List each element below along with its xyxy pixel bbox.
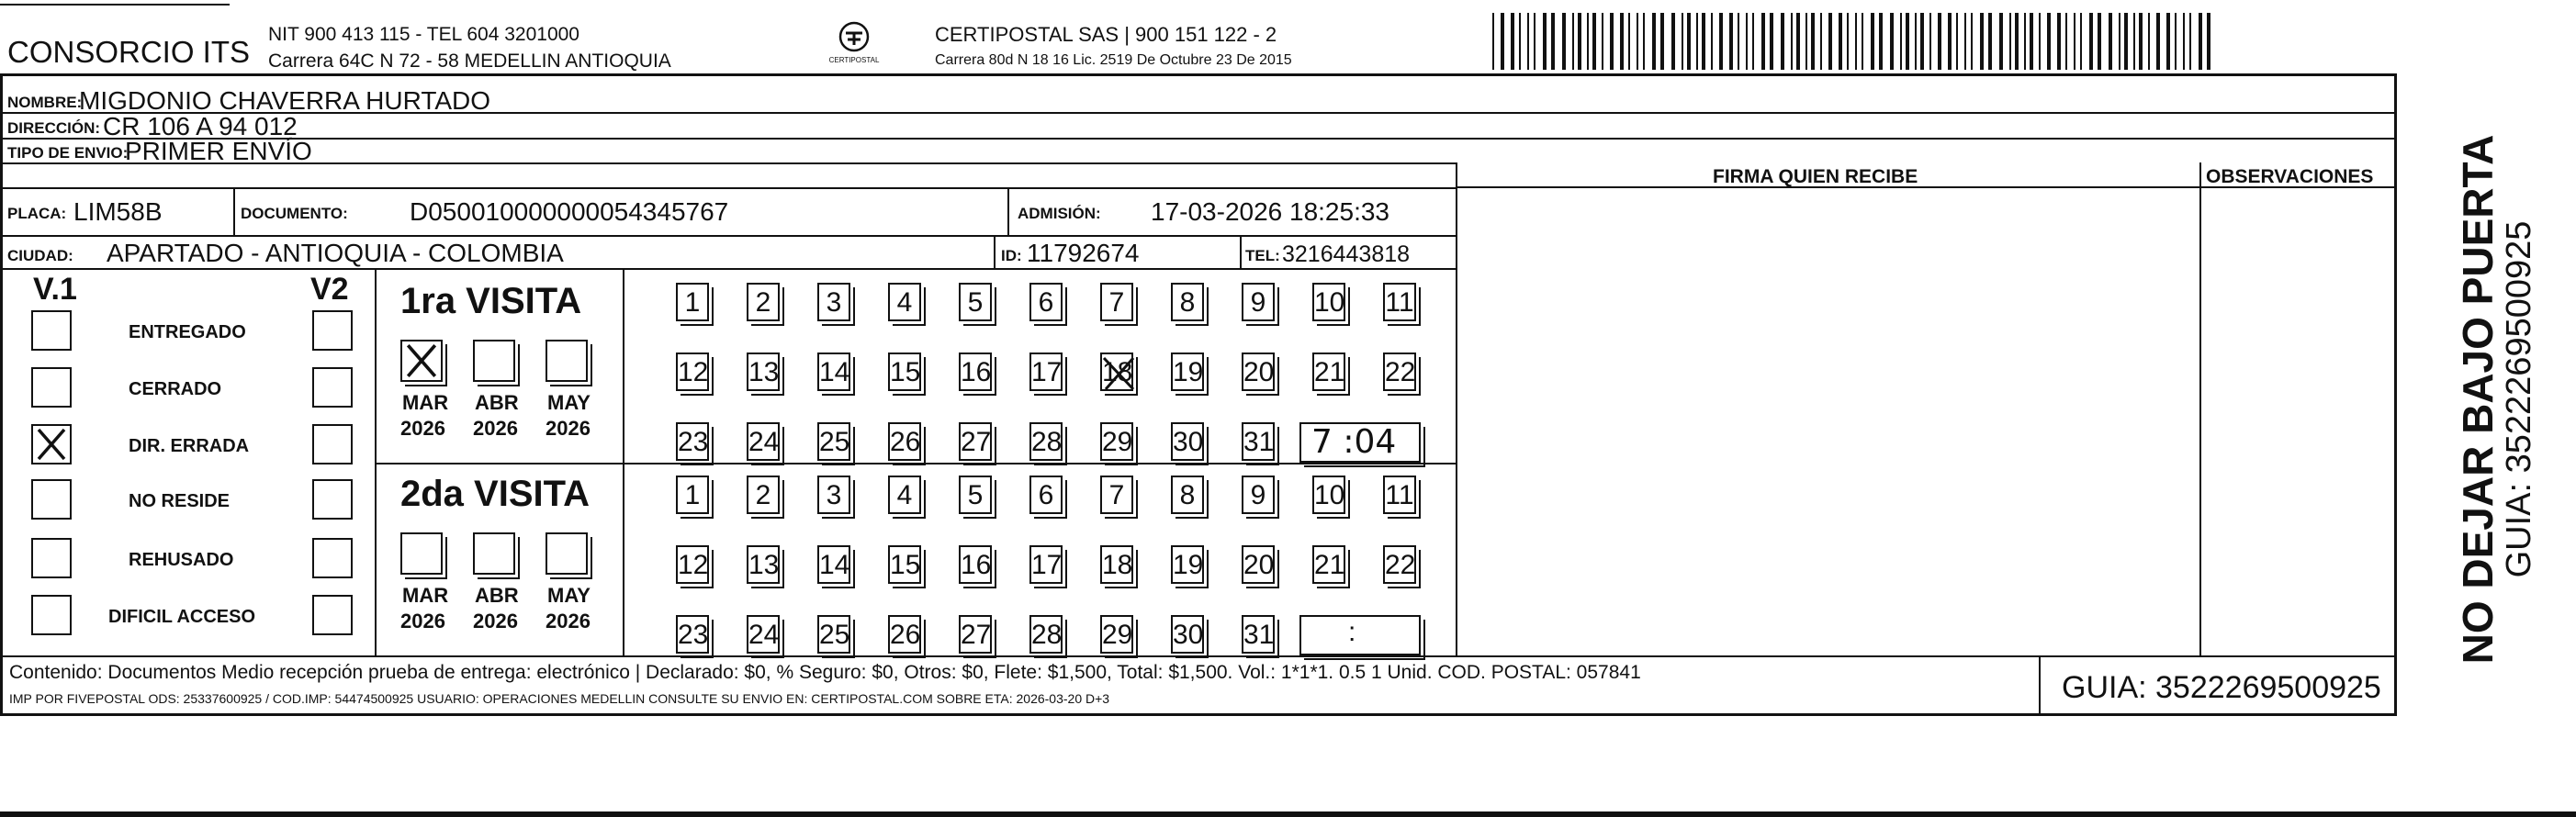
documento-label: DOCUMENTO:	[241, 205, 348, 222]
day-box[interactable]: 31	[1242, 422, 1275, 461]
visit2-title: 2da VISITA	[400, 474, 590, 514]
v2-checkbox[interactable]	[312, 595, 353, 635]
status-label: ENTREGADO	[129, 322, 246, 342]
direccion-value: CR 106 A 94 012	[103, 112, 298, 140]
col-rule	[375, 268, 377, 655]
time-value: :	[1348, 617, 1356, 647]
day-box[interactable]: 6	[1029, 283, 1063, 321]
day-box[interactable]: 13	[747, 353, 780, 391]
status-label: DIR. ERRADA	[129, 436, 250, 456]
day-box[interactable]: 12	[676, 545, 709, 584]
day-box[interactable]: 29	[1100, 615, 1133, 654]
day-box[interactable]: 1	[676, 283, 709, 321]
tel-value: 3216443818	[1282, 241, 1411, 267]
status-label: REHUSADO	[129, 550, 234, 570]
v2-checkbox[interactable]	[312, 479, 353, 520]
tel-label: TEL:	[1245, 247, 1280, 264]
day-box[interactable]: 11	[1383, 283, 1416, 321]
nombre-label: NOMBRE:	[7, 94, 83, 111]
ciudad-value: APARTADO - ANTIOQUIA - COLOMBIA	[107, 239, 564, 267]
day-box[interactable]: 7	[1100, 476, 1133, 514]
day-box[interactable]: 26	[888, 422, 921, 461]
id-label: ID:	[1001, 247, 1022, 264]
v2-label: V2	[310, 272, 349, 307]
status-label: CERRADO	[129, 379, 222, 399]
footer-imp: IMP POR FIVEPOSTAL ODS: 25337600925 / COD.IMP: 54474500925 USUARIO: OPERACIONES MEDELLIN CONSULTE SU ENVIO EN: CERTIPOSTAL.COM SOBRE ETA: 2026-03-20 D+3	[9, 691, 1110, 706]
visit1-title: 1ra VISITA	[400, 281, 582, 321]
day-box[interactable]: 15	[888, 353, 921, 391]
day-box[interactable]: 19	[1171, 545, 1204, 584]
v2-checkbox[interactable]	[312, 367, 353, 408]
v1-checkbox[interactable]	[31, 538, 72, 578]
courier-name: CERTIPOSTAL SAS | 900 151 122 - 2	[935, 23, 1277, 46]
day-box[interactable]: 9	[1242, 283, 1275, 321]
admision-label: ADMISIÓN:	[1018, 205, 1101, 222]
day-box[interactable]: 5	[959, 283, 992, 321]
documento-value: D050010000000054345767	[410, 197, 729, 226]
footer-content: Contenido: Documentos Medio recepción prueba de entrega: electrónico | Declarado: $0, % Seguro: $0, Otros: $0, Flete: $1,500, Total: $1,500. Vol.: 1*1*1. 0.5 1 Unid. COD. POSTAL: 057841	[9, 662, 1641, 683]
day-box[interactable]: 25	[817, 422, 850, 461]
day-box[interactable]: 2	[747, 283, 780, 321]
day-box[interactable]: 16	[959, 545, 992, 584]
v2-checkbox[interactable]	[312, 310, 353, 351]
row-rule	[0, 268, 1456, 270]
admision-value: 17-03-2026 18:25:33	[1151, 197, 1389, 226]
year-label: 2026	[473, 610, 518, 632]
day-box[interactable]: 21	[1312, 353, 1345, 391]
row-rule	[0, 235, 1456, 237]
day-box[interactable]: 23	[676, 422, 709, 461]
row-rule	[0, 138, 2397, 140]
nombre-value: MIGDONIO CHAVERRA HURTADO	[79, 86, 491, 115]
day-box[interactable]: 4	[888, 283, 921, 321]
day-box[interactable]: 8	[1171, 476, 1204, 514]
day-box[interactable]: 14	[817, 353, 850, 391]
col-rule	[623, 268, 624, 655]
month-label: MAR	[402, 584, 449, 607]
day-box[interactable]: 19	[1171, 353, 1204, 391]
day-box[interactable]: 17	[1029, 545, 1063, 584]
year-label: 2026	[546, 417, 591, 440]
month-box[interactable]	[400, 532, 443, 575]
v1-checkbox[interactable]	[31, 310, 72, 351]
day-box[interactable]: 31	[1242, 615, 1275, 654]
logo-caption: CERTIPOSTAL	[828, 56, 880, 64]
footer-guia: GUIA: 3522269500925	[2062, 670, 2381, 705]
year-label: 2026	[400, 417, 445, 440]
col-rule	[1007, 187, 1009, 235]
day-box[interactable]: 30	[1171, 615, 1204, 654]
col-rule	[2039, 655, 2041, 716]
day-box[interactable]: 5	[959, 476, 992, 514]
day-box[interactable]: 22	[1383, 353, 1416, 391]
side-warning: NO DEJAR BAJO PUERTA	[2454, 134, 2502, 665]
day-box[interactable]: 3	[817, 283, 850, 321]
col-rule	[1240, 235, 1242, 268]
day-box[interactable]: 12	[676, 353, 709, 391]
day-box[interactable]: 25	[817, 615, 850, 654]
courier-address: Carrera 80d N 18 16 Lic. 2519 De Octubre 23 De 2015	[935, 52, 1292, 68]
day-box[interactable]: 11	[1383, 476, 1416, 514]
placa-value: LIM58B	[73, 197, 163, 226]
col-rule	[2199, 162, 2201, 655]
day-box[interactable]: 17	[1029, 353, 1063, 391]
day-box[interactable]: 6	[1029, 476, 1063, 514]
v1-checkbox[interactable]	[31, 479, 72, 520]
day-box[interactable]: 8	[1171, 283, 1204, 321]
bottom-bar	[0, 811, 2576, 817]
month-box[interactable]	[473, 532, 515, 575]
month-label: MAY	[547, 584, 591, 607]
day-box[interactable]: 7	[1100, 283, 1133, 321]
ciudad-label: CIUDAD:	[7, 247, 73, 264]
day-box[interactable]: 1	[676, 476, 709, 514]
day-box[interactable]: 10	[1312, 283, 1345, 321]
v1-checkbox[interactable]	[31, 424, 72, 464]
day-box[interactable]: 21	[1312, 545, 1345, 584]
day-box[interactable]: 20	[1242, 545, 1275, 584]
month-label: ABR	[475, 391, 519, 414]
direccion-label: DIRECCIÓN:	[7, 119, 101, 137]
certipostal-logo	[817, 20, 891, 70]
day-box[interactable]: 27	[959, 422, 992, 461]
day-box[interactable]: 23	[676, 615, 709, 654]
tipo-value: PRIMER ENVÍO	[125, 137, 312, 165]
day-box[interactable]: 18	[1100, 353, 1133, 391]
top-rule	[0, 4, 230, 6]
col-rule	[233, 187, 235, 235]
firma-label: FIRMA QUIEN RECIBE	[1713, 166, 1918, 187]
day-box[interactable]: 28	[1029, 615, 1063, 654]
col-rule	[1456, 162, 1457, 655]
day-box[interactable]: 20	[1242, 353, 1275, 391]
id-value: 11792674	[1027, 239, 1140, 267]
day-box[interactable]: 16	[959, 353, 992, 391]
year-label: 2026	[546, 610, 591, 632]
tipo-label: TIPO DE ENVIO:	[7, 144, 129, 162]
status-label: DIFICIL ACCESO	[108, 607, 256, 627]
day-box[interactable]: 28	[1029, 422, 1063, 461]
day-box[interactable]: 27	[959, 615, 992, 654]
day-box[interactable]: 22	[1383, 545, 1416, 584]
v1-label: V.1	[33, 272, 77, 307]
year-label: 2026	[400, 610, 445, 632]
day-box[interactable]: 13	[747, 545, 780, 584]
month-box[interactable]	[546, 532, 588, 575]
v2-checkbox[interactable]	[312, 424, 353, 464]
status-label: NO RESIDE	[129, 491, 231, 511]
day-box[interactable]: 4	[888, 476, 921, 514]
month-label: MAY	[547, 391, 591, 414]
v2-checkbox[interactable]	[312, 538, 353, 578]
day-box[interactable]: 26	[888, 615, 921, 654]
company-address: Carrera 64C N 72 - 58 MEDELLIN ANTIOQUIA	[268, 50, 671, 72]
year-label: 2026	[473, 417, 518, 440]
row-rule	[0, 187, 1456, 189]
day-box[interactable]: 9	[1242, 476, 1275, 514]
month-box[interactable]	[473, 340, 515, 382]
month-label: MAR	[402, 391, 449, 414]
time-box[interactable]	[1299, 615, 1421, 655]
month-box[interactable]	[400, 340, 443, 382]
v1-checkbox[interactable]	[31, 367, 72, 408]
day-box[interactable]: 24	[747, 615, 780, 654]
barcode	[1492, 13, 2222, 70]
day-box[interactable]: 14	[817, 545, 850, 584]
day-box[interactable]: 18	[1100, 545, 1133, 584]
day-box[interactable]: 10	[1312, 476, 1345, 514]
time-value: 7 :04	[1311, 423, 1397, 461]
day-box[interactable]: 29	[1100, 422, 1133, 461]
month-box[interactable]	[546, 340, 588, 382]
company-nit: NIT 900 413 115 - TEL 604 3201000	[268, 24, 579, 45]
month-label: ABR	[475, 584, 519, 607]
day-box[interactable]: 2	[747, 476, 780, 514]
company-name: CONSORCIO ITS	[7, 35, 251, 69]
day-box[interactable]: 30	[1171, 422, 1204, 461]
side-guia: GUIA: 3522269500925	[2500, 220, 2538, 578]
col-rule	[994, 235, 996, 268]
day-box[interactable]: 3	[817, 476, 850, 514]
observaciones-label: OBSERVACIONES	[2206, 166, 2374, 187]
v1-checkbox[interactable]	[31, 595, 72, 635]
day-box[interactable]: 15	[888, 545, 921, 584]
day-box[interactable]: 24	[747, 422, 780, 461]
placa-label: PLACA:	[7, 205, 67, 222]
